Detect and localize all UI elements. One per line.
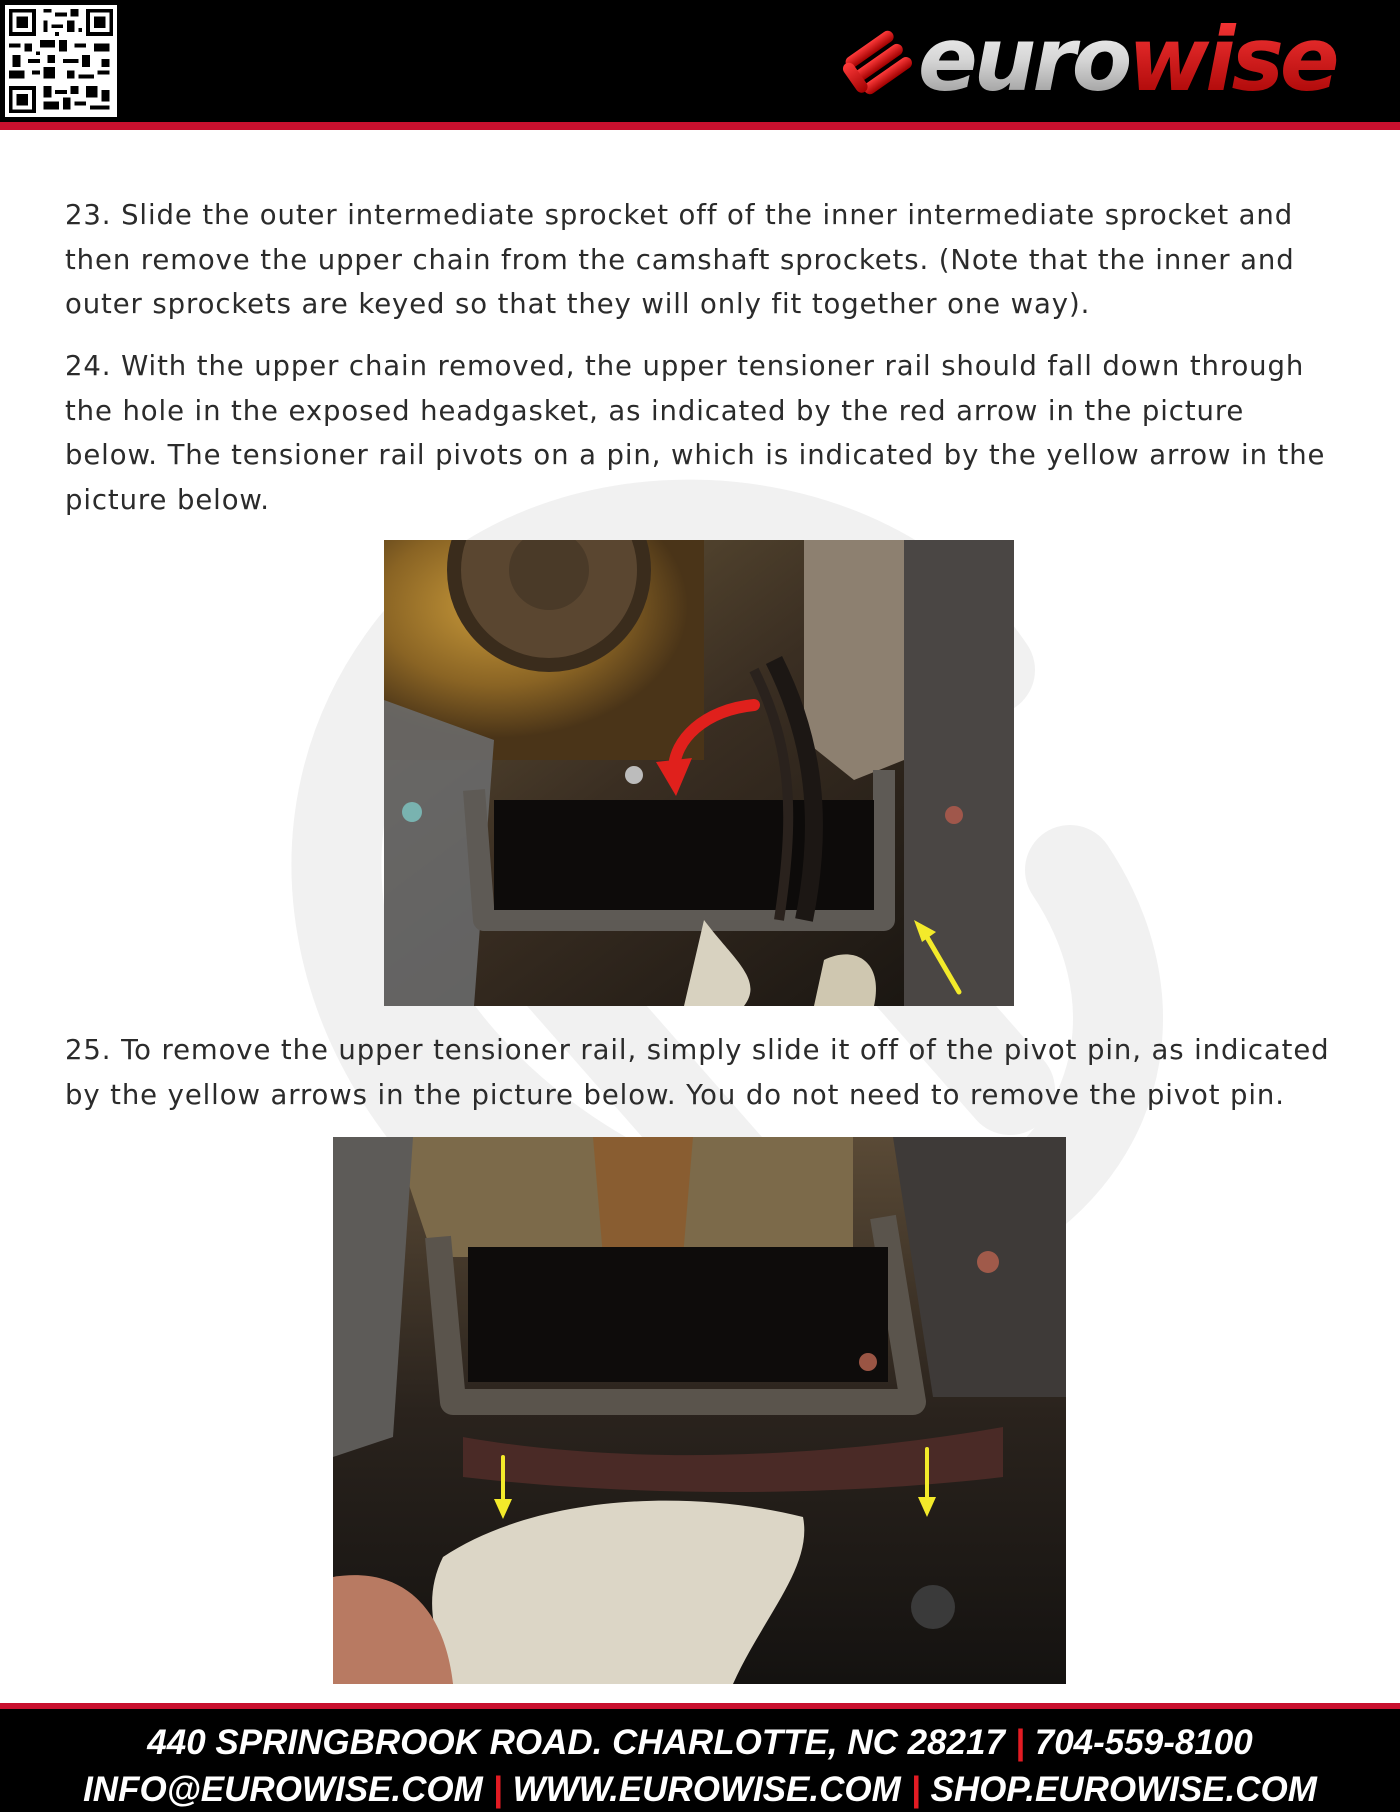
page-footer bbox=[0, 1709, 1400, 1812]
eurowise-logo bbox=[838, 10, 1383, 110]
footer-separator: | bbox=[910, 1770, 921, 1809]
footer-line-links bbox=[0, 1770, 1400, 1810]
footer-address: 440 SPRINGBROOK ROAD. CHARLOTTE, NC 28217 bbox=[147, 1723, 1005, 1762]
footer-separator: | bbox=[492, 1770, 503, 1809]
footer-website-link[interactable]: WWW.EUROWISE.COM bbox=[512, 1770, 901, 1809]
engine-tensioner-photo-1 bbox=[384, 540, 1014, 1006]
header-divider bbox=[0, 122, 1400, 130]
qr-code-icon bbox=[5, 5, 117, 117]
step-23-text: 23. Slide the outer intermediate sprocket off of the inner intermediate sprocket and then remove the upper chain from the camshaft sprockets. (Note that the inner and outer sprockets are keyed so that they will only fit together one way). bbox=[65, 199, 1295, 320]
footer-email-link[interactable]: INFO@EUROWISE.COM bbox=[83, 1770, 483, 1809]
footer-phone[interactable]: 704-559-8100 bbox=[1034, 1723, 1253, 1762]
footer-separator: | bbox=[1014, 1723, 1025, 1762]
page-header bbox=[0, 0, 1400, 122]
step-24-text: 24. With the upper chain removed, the upper tensioner rail should fall down through the hole in the exposed headgasket, as indicated by the red arrow in the picture below. The tensioner rail pivots on a pin, which is indicated by the yellow arrow in the picture below. bbox=[65, 350, 1326, 516]
logo-wordmark-euro: euro bbox=[918, 10, 1129, 110]
step-25-text: 25. To remove the upper tensioner rail, simply slide it off of the pivot pin, as indicated by the yellow arrows in the picture below. You do not need to remove the pivot pin. bbox=[65, 1034, 1330, 1111]
footer-shop-link[interactable]: SHOP.EUROWISE.COM bbox=[930, 1770, 1317, 1809]
engine-tensioner-photo-2 bbox=[333, 1137, 1066, 1684]
logo-wordmark-wise: wise bbox=[1128, 10, 1336, 110]
footer-line-address bbox=[0, 1723, 1400, 1763]
